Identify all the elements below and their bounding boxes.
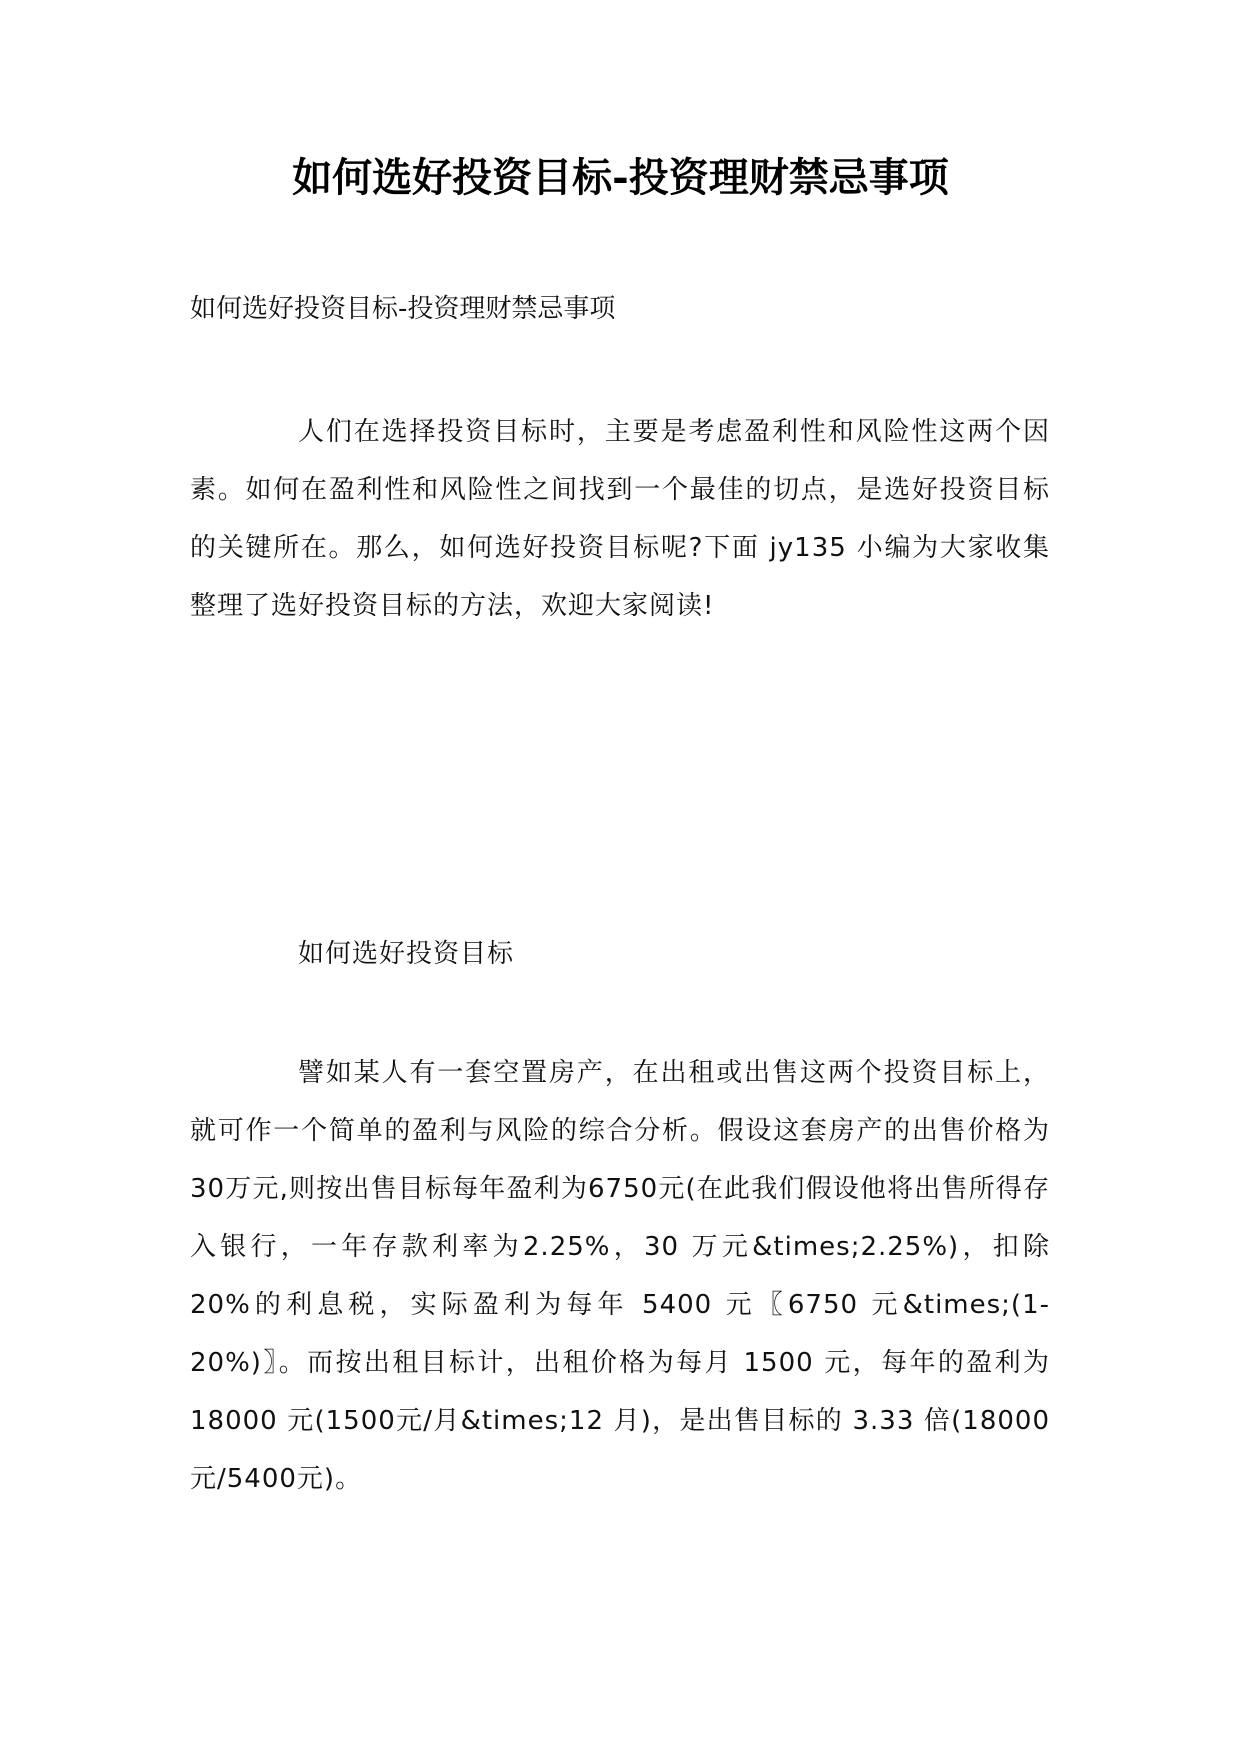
document-title: 如何选好投资目标-投资理财禁忌事项 (292, 154, 949, 201)
example-paragraph: 譬如某人有一套空置房产，在出租或出售这两个投资目标上，就可作一个简单的盈利与风险的综合分析。假设这套房产的出售价格为30万元,则按出售目标每年盈利为6750元(在此我们假设他将出售所得存入银行，一年存款利率为2.25%，30 万元&times;2.25%)，扣除 20%的利息税，实际盈利为每年 5400 元〖6750 元&times;(1-20%)〗。而按出租目标计，出租价格为每月 1500 元，每年的盈利为 18000 元(1500元/月&times;12 月)，是出售目标的 3.33 倍(18000 元/5400元)。 (190, 1058, 1050, 1494)
section-heading: 如何选好投资目标 (298, 939, 515, 969)
intro-paragraph: 人们在选择投资目标时，主要是考虑盈利性和风险性这两个因素。如何在盈利性和风险性之间找到一个最佳的切点，是选好投资目标的关键所在。那么，如何选好投资目标呢?下面 jy135 小编为大家收集整理了选好投资目标的方法，欢迎大家阅读! (190, 417, 1050, 621)
document-subtitle: 如何选好投资目标-投资理财禁忌事项 (190, 294, 616, 324)
